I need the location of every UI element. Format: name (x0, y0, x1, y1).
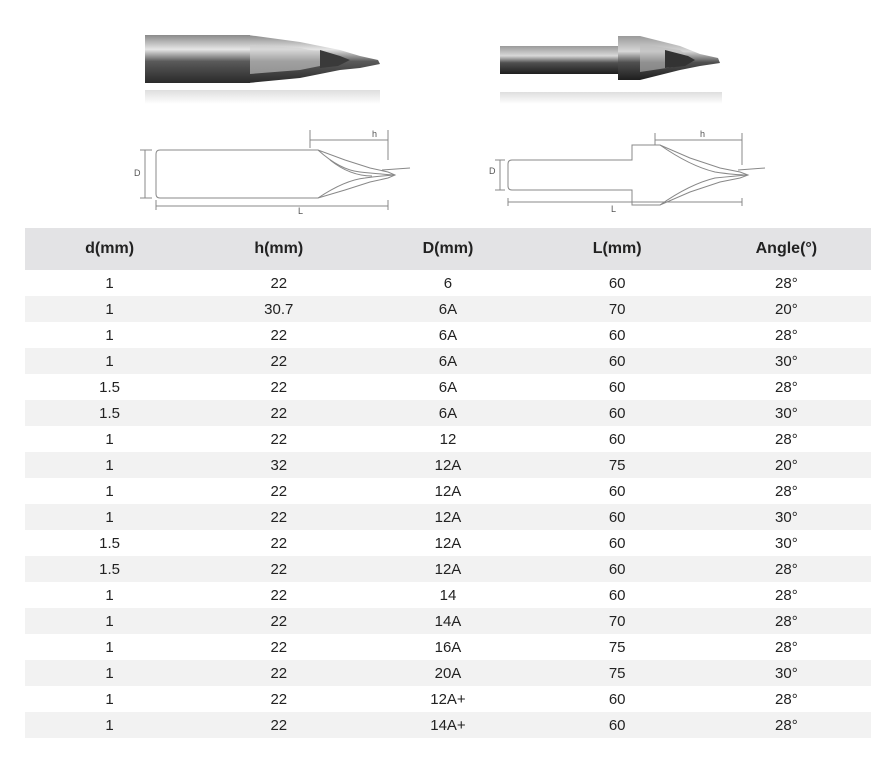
cell-D: 6A (363, 348, 532, 374)
cell-L: 60 (608, 430, 626, 448)
cell-h: 22 (270, 274, 288, 292)
cell-d: 1 (25, 296, 194, 322)
cell-L: 70 (533, 608, 702, 634)
left-diagram-L-label: L (298, 206, 304, 216)
cell-D: 6A (438, 378, 458, 396)
cell-L: 60 (533, 400, 702, 426)
header-D: D(mm) (363, 228, 532, 270)
cell-D: 16A (434, 638, 462, 656)
cell-d: 1 (105, 430, 114, 448)
cell-h: 22 (194, 400, 363, 426)
cell-D: 12A (434, 534, 462, 552)
product-illustrations (0, 0, 896, 225)
table-row (25, 582, 871, 608)
cell-angle: 28° (775, 274, 798, 292)
cell-L: 60 (533, 504, 702, 530)
cell-h: 22 (270, 638, 288, 656)
table-row (25, 270, 871, 296)
cell-h: 30.7 (194, 296, 363, 322)
right-diagram-L-label: L (611, 204, 617, 214)
header-L: L(mm) (533, 228, 702, 270)
cell-h: 22 (270, 690, 288, 708)
table-row (25, 504, 871, 530)
cell-h: 22 (270, 586, 288, 604)
cell-D: 6A (438, 326, 458, 344)
cell-L: 75 (533, 452, 702, 478)
cell-d: 1 (25, 712, 194, 738)
table-row (25, 348, 871, 374)
table-body (25, 270, 871, 738)
table-row (25, 686, 871, 712)
table-row (25, 608, 871, 634)
cell-d: 1.5 (25, 400, 194, 426)
cell-D: 12 (439, 430, 457, 448)
table-row (25, 452, 871, 478)
cell-angle: 28° (775, 690, 798, 708)
cell-L: 70 (533, 296, 702, 322)
cell-angle: 30° (702, 348, 871, 374)
header-h: h(mm) (194, 228, 363, 270)
table-row (25, 556, 871, 582)
right-cutter-photo (500, 36, 722, 104)
cell-angle: 28° (775, 482, 798, 500)
cell-angle: 20° (702, 296, 871, 322)
cell-angle: 30° (702, 504, 871, 530)
cell-L: 60 (608, 690, 626, 708)
cell-L: 60 (533, 556, 702, 582)
cell-angle: 30° (702, 400, 871, 426)
cell-D: 12A (363, 452, 532, 478)
cell-angle: 30° (775, 534, 798, 552)
table-row (25, 660, 871, 686)
cell-L: 75 (533, 660, 702, 686)
cell-L: 60 (533, 712, 702, 738)
cell-L: 60 (608, 586, 626, 604)
left-technical-drawing (140, 130, 410, 210)
cell-D: 14A (363, 608, 532, 634)
cell-h: 22 (194, 660, 363, 686)
cell-d: 1.5 (99, 534, 121, 552)
cell-h: 22 (194, 712, 363, 738)
cell-angle: 28° (775, 326, 798, 344)
cell-angle: 28° (775, 378, 798, 396)
cell-angle: 28° (702, 556, 871, 582)
cell-D: 6A (363, 296, 532, 322)
cell-L: 60 (608, 534, 626, 552)
cell-L: 60 (608, 326, 626, 344)
table-row (25, 478, 871, 504)
cell-d: 1 (25, 660, 194, 686)
table-header-row (25, 228, 871, 270)
cell-h: 22 (194, 504, 363, 530)
cell-D: 6 (443, 274, 453, 292)
cell-D: 12A+ (430, 690, 466, 708)
cell-L: 60 (608, 378, 626, 396)
cell-h: 22 (270, 430, 288, 448)
cell-angle: 28° (775, 586, 798, 604)
cell-D: 12A (363, 504, 532, 530)
cell-d: 1 (25, 608, 194, 634)
right-diagram-h-label: h (700, 129, 706, 139)
cell-d: 1.5 (99, 378, 121, 396)
cell-angle: 28° (775, 430, 798, 448)
cell-L: 60 (608, 482, 626, 500)
cell-D: 14 (439, 586, 457, 604)
cell-h: 22 (270, 378, 288, 396)
table-row (25, 426, 871, 452)
left-diagram-D-label: D (134, 168, 141, 178)
cell-angle: 20° (702, 452, 871, 478)
table-row (25, 296, 871, 322)
cell-angle: 28° (775, 638, 798, 656)
cell-h: 22 (270, 326, 288, 344)
cell-d: 1 (105, 326, 114, 344)
left-cutter-photo (145, 35, 380, 104)
right-diagram-D-label: D (489, 166, 496, 176)
table-row (25, 530, 871, 556)
cell-D: 20A (363, 660, 532, 686)
cell-d: 1 (105, 586, 114, 604)
cell-D: 12A (434, 482, 462, 500)
cell-L: 60 (608, 274, 626, 292)
right-technical-drawing (495, 133, 765, 206)
cell-h: 32 (194, 452, 363, 478)
cell-d: 1 (105, 274, 114, 292)
table-row (25, 374, 871, 400)
spec-table (25, 228, 871, 738)
cell-d: 1 (25, 348, 194, 374)
cell-angle: 28° (702, 712, 871, 738)
cell-h: 22 (194, 348, 363, 374)
cell-h: 22 (270, 534, 288, 552)
table-row (25, 634, 871, 660)
cell-d: 1 (105, 482, 114, 500)
table-row (25, 712, 871, 738)
cell-D: 6A (363, 400, 532, 426)
cell-d: 1.5 (25, 556, 194, 582)
cell-d: 1 (25, 504, 194, 530)
table-row (25, 400, 871, 426)
cell-d: 1 (105, 638, 114, 656)
table-row (25, 322, 871, 348)
header-d: d(mm) (25, 228, 194, 270)
cell-h: 22 (270, 482, 288, 500)
cell-L: 60 (533, 348, 702, 374)
cell-D: 14A+ (363, 712, 532, 738)
cell-angle: 30° (702, 660, 871, 686)
cell-d: 1 (105, 690, 114, 708)
cell-L: 75 (608, 638, 626, 656)
left-diagram-h-label: h (372, 129, 378, 139)
cell-angle: 28° (702, 608, 871, 634)
header-angle: Angle(°) (702, 228, 871, 270)
cutter-drawings (0, 0, 896, 225)
cell-D: 12A (363, 556, 532, 582)
cell-h: 22 (194, 556, 363, 582)
cell-h: 22 (194, 608, 363, 634)
cell-d: 1 (25, 452, 194, 478)
